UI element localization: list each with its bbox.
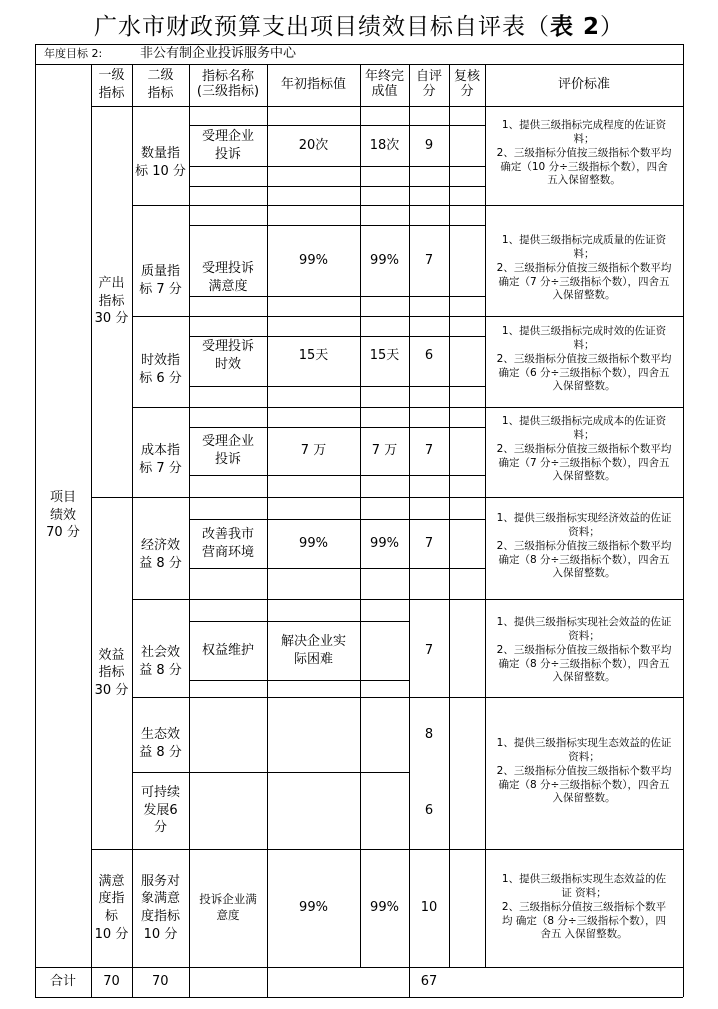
header-level2: 二级 指标 (147, 68, 174, 101)
self-score: 10 (420, 900, 438, 916)
level2-quantity: 数量指 标 10 分 (135, 145, 186, 179)
level2-sustainable: 可持续 发展6 分 (140, 785, 180, 836)
indicator-name: 受理投诉 时效 (201, 339, 254, 372)
output-indicator-label: 产出 指标 30 分 (94, 276, 129, 327)
indicator-name: 权益维护 (201, 642, 254, 658)
initial-value: 解决企业实 际困难 (280, 633, 346, 667)
total-label: 合计 (49, 974, 76, 990)
indicator-name: 受理企业 投诉 (201, 434, 254, 467)
level2-quality: 质量指 标 7 分 (139, 263, 182, 297)
self-score: 7 (424, 535, 434, 551)
level2-timeliness: 时效指 标 6 分 (139, 352, 182, 386)
self-score: 7 (424, 252, 434, 268)
indicator-name: 投诉企业满 意度 (199, 892, 257, 922)
initial-value: 99% (299, 252, 328, 268)
final-value: 99% (370, 900, 399, 916)
self-score: 7 (424, 642, 434, 658)
level2-economic: 经济效 益 8 分 (139, 538, 182, 571)
final-value: 15天 (369, 348, 400, 364)
criteria-text: 1、提供三级指标实现生态效益的佐 证 资料； 2、三级指标分值按三级指标个数平 均 确定（8 分÷三级指标个数），四 舍五 入保留整数。 (501, 873, 667, 941)
project-performance-label: 项目 绩效 70 分 (46, 490, 80, 541)
final-value: 99% (370, 535, 399, 551)
total-level2: 70 (152, 974, 169, 990)
benefit-indicator-label: 效益 指标 30 分 (94, 647, 129, 698)
criteria-text: 1、提供三级指标完成程度的佐证资 料； 2、三级指标分值按三级指标个数平均 确定（10 分÷三级指标个数），四舍 五入保留整数。 (496, 119, 672, 187)
indicator-name: 受理投诉 满意度 (201, 260, 254, 294)
criteria-text: 1、提供三级指标实现生态效益的佐证 资料； 2、三级指标分值按三级指标个数平均 确定（8 分÷三级指标个数），四舍五 入保留整数。 (496, 737, 672, 805)
initial-value: 7 万 (300, 443, 327, 459)
final-value: 99% (370, 252, 399, 268)
total-level1: 70 (103, 974, 120, 990)
criteria-text: 1、提供三级指标完成时效的佐证资 料； 2、三级指标分值按三级指标个数平均 确定（6 分÷三级指标个数），四舍五 入保留整数。 (496, 325, 672, 393)
header-final-value: 年终完 成值 (364, 69, 404, 99)
final-value: 7 万 (371, 443, 398, 459)
initial-value: 20次 (298, 137, 329, 153)
self-score: 6 (424, 802, 434, 818)
self-score: 6 (424, 348, 434, 364)
initial-value: 99% (299, 900, 328, 916)
self-score: 9 (424, 137, 434, 153)
satisfaction-indicator-label: 满意 度指 标 10 分 (94, 873, 129, 942)
goal-value: 非公有制企业投诉服务中心 (140, 46, 297, 62)
header-review-score: 复核 分 (453, 69, 480, 99)
level2-cost: 成本指 标 7 分 (139, 443, 182, 476)
indicator-name: 改善我市 营商环境 (201, 526, 254, 560)
initial-value: 99% (299, 535, 328, 551)
final-value: 18次 (369, 137, 400, 153)
criteria-text: 1、提供三级指标完成成本的佐证资 料； 2、三级指标分值按三级指标个数平均 确定（7 分÷三级指标个数），四舍五 入保留整数。 (496, 415, 672, 483)
criteria-text: 1、提供三级指标完成质量的佐证资 料； 2、三级指标分值按三级指标个数平均 确定（7 分÷三级指标个数），四舍五 入保留整数。 (496, 234, 672, 302)
initial-value: 15天 (298, 348, 329, 364)
level2-social: 社会效 益 8 分 (139, 645, 182, 678)
self-score: 7 (424, 443, 434, 459)
criteria-text: 1、提供三级指标实现社会效益的佐证 资料； 2、三级指标分值按三级指标个数平均 确定（8 分÷三级指标个数），四舍五 入保留整数。 (496, 616, 672, 684)
page-title: 广水市财政预算支出项目绩效目标自评表（表 2） (93, 14, 624, 40)
header-initial-value: 年初指标值 (280, 77, 346, 93)
level2-ecological: 生态效 益 8 分 (139, 726, 182, 760)
header-level1: 一级 指标 (98, 68, 125, 101)
header-criteria: 评价标准 (557, 77, 610, 93)
criteria-text: 1、提供三级指标实现经济效益的佐证 资料； 2、三级指标分值按三级指标个数平均 确定（8 分÷三级指标个数），四舍五 入保留整数。 (496, 512, 672, 580)
indicator-name: 受理企业 投诉 (201, 128, 254, 162)
header-indicator-name: 指标名称 (三级指标) (196, 69, 260, 99)
self-score: 8 (424, 726, 434, 742)
goal-label: 年度目标 2: (44, 46, 103, 60)
header-self-score: 自评 分 (415, 69, 442, 99)
level2-satisfaction: 服务对 象满意 度指标 10 分 (140, 873, 180, 942)
total-score: 67 (420, 974, 438, 990)
